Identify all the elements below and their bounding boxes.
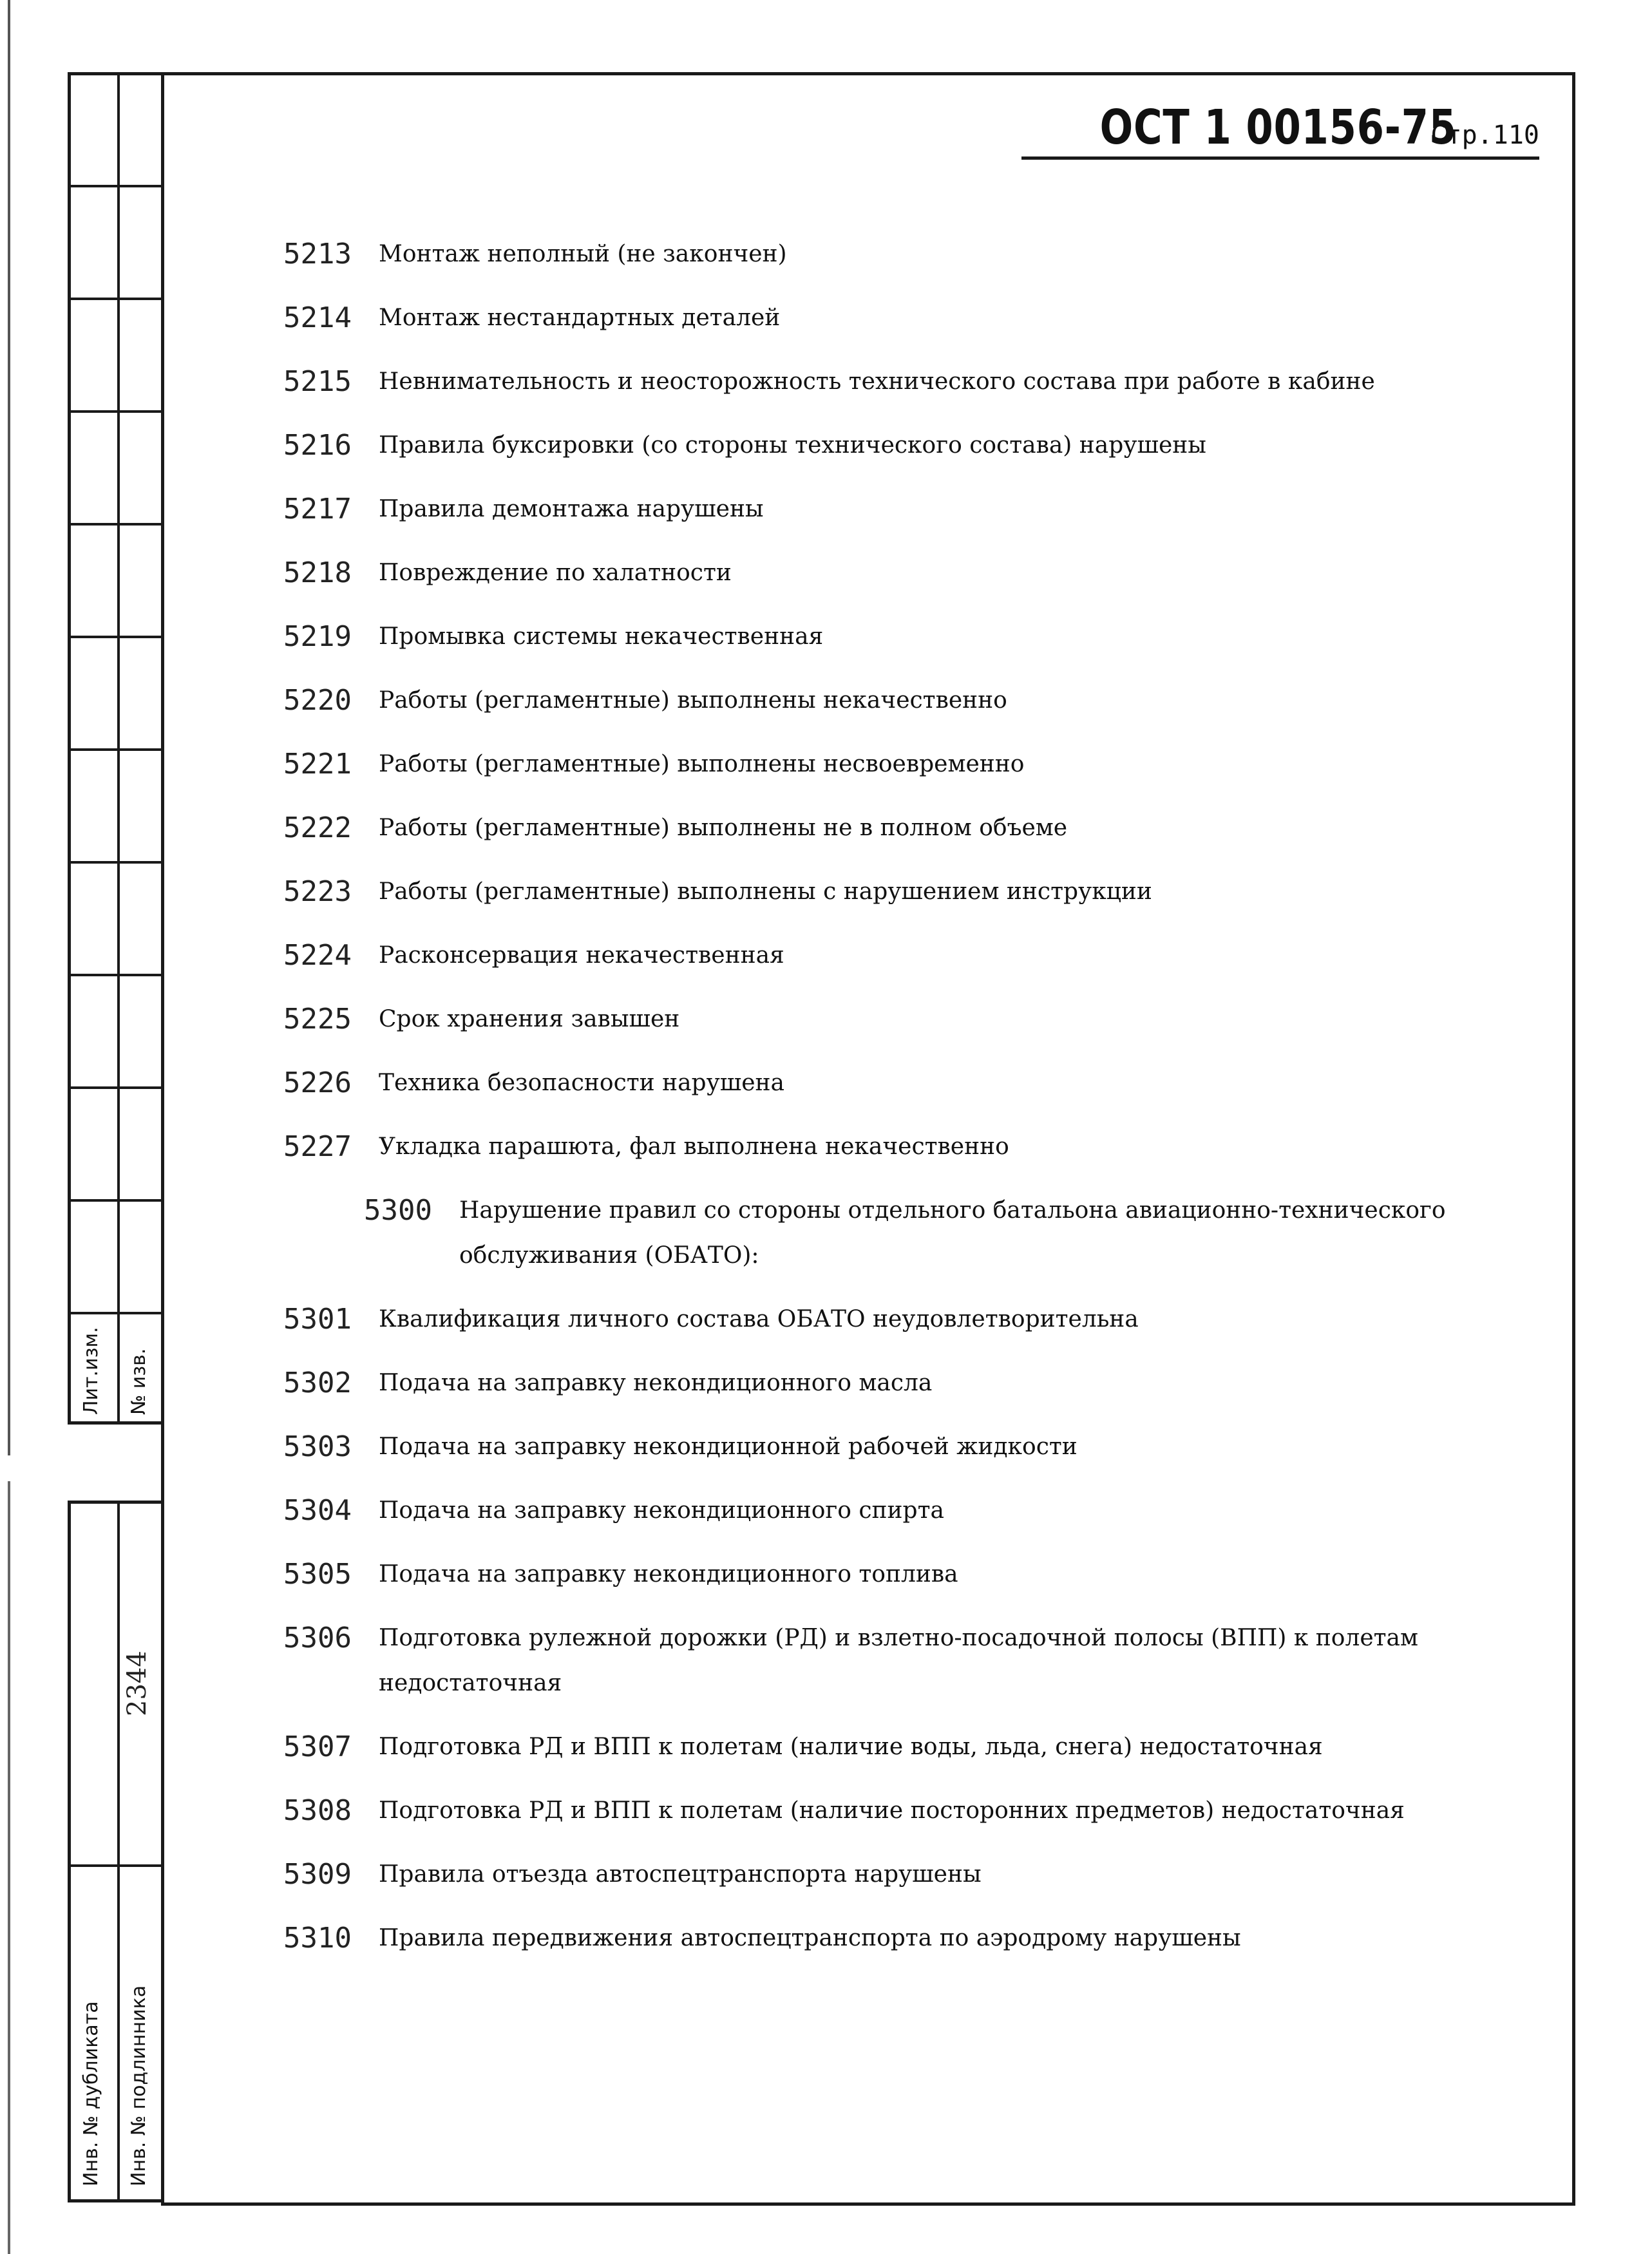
entry-code: 5301 bbox=[283, 1303, 352, 1336]
entry-text: Техника безопасности нарушена bbox=[379, 1070, 785, 1096]
entry-text: Невнимательность и неосторожность технического состава при работе в кабине bbox=[379, 368, 1375, 395]
entry-code: 5216 bbox=[283, 429, 352, 462]
entry-text: Правила отъезда автоспецтранспорта нарушены bbox=[379, 1861, 982, 1888]
list-item bbox=[283, 1616, 1507, 1706]
list-item bbox=[283, 1061, 1507, 1106]
entry-code: 5308 bbox=[283, 1794, 352, 1827]
list-item bbox=[283, 742, 1507, 787]
entry-code: 5306 bbox=[283, 1622, 352, 1654]
entry-code: 5305 bbox=[283, 1558, 352, 1591]
entry-code: 5214 bbox=[283, 301, 352, 334]
entry-text: Нарушение правил со стороны отдельного батальона авиационно-технического обслуживания (ОБАТО): bbox=[459, 1197, 1446, 1269]
entry-code: 5309 bbox=[283, 1858, 352, 1891]
inventory-number: 2344 bbox=[122, 1651, 152, 1716]
list-item bbox=[283, 806, 1507, 851]
list-item bbox=[283, 997, 1507, 1042]
entry-code: 5225 bbox=[283, 1003, 352, 1036]
list-item bbox=[283, 296, 1507, 341]
document-header bbox=[1021, 100, 1539, 160]
list-item bbox=[283, 1297, 1507, 1342]
list-item bbox=[283, 1124, 1507, 1170]
list-item bbox=[283, 1552, 1507, 1597]
list-item bbox=[283, 487, 1507, 532]
list-item bbox=[283, 1425, 1507, 1470]
list-item bbox=[283, 869, 1507, 914]
inv-dublikata-label: Инв. № дубликата bbox=[80, 2001, 102, 2186]
entry-code: 5227 bbox=[283, 1130, 352, 1163]
entry-text: Подача на заправку некондиционного спирта bbox=[379, 1497, 944, 1524]
entry-text: Правила передвижения автоспецтранспорта по аэродрому нарушены bbox=[379, 1925, 1241, 1951]
entry-code: 5307 bbox=[283, 1730, 352, 1763]
entry-code: 5300 bbox=[364, 1194, 432, 1227]
entry-text: Работы (регламентные) выполнены несвоевременно bbox=[379, 751, 1025, 777]
entry-text: Расконсервация некачественная bbox=[379, 942, 784, 969]
list-item bbox=[283, 678, 1507, 723]
entry-code: 5217 bbox=[283, 493, 352, 526]
list-item bbox=[283, 551, 1507, 596]
list-item bbox=[283, 1361, 1507, 1406]
list-item bbox=[283, 1852, 1507, 1897]
lit-izm-label: Лит.изм. bbox=[80, 1327, 102, 1415]
list-item bbox=[283, 359, 1507, 404]
section-heading bbox=[364, 1188, 1507, 1278]
list-item bbox=[283, 614, 1507, 659]
entry-code: 5302 bbox=[283, 1367, 352, 1399]
classifier-entries bbox=[283, 232, 1507, 1980]
inv-podlinnika-label: Инв. № подлинника bbox=[128, 1985, 150, 2186]
list-item bbox=[283, 1916, 1507, 1961]
entry-text: Работы (регламентные) выполнены некачественно bbox=[379, 687, 1007, 714]
entry-text: Подготовка РД и ВПП к полетам (наличие воды, льда, снега) недостаточная bbox=[379, 1734, 1323, 1760]
entry-text: Срок хранения завышен bbox=[379, 1006, 680, 1032]
entry-code: 5219 bbox=[283, 620, 352, 653]
revision-strip bbox=[68, 72, 164, 1425]
list-item bbox=[283, 1725, 1507, 1770]
list-item bbox=[283, 232, 1507, 277]
entry-text: Подача на заправку некондиционной рабочей жидкости bbox=[379, 1434, 1078, 1460]
entry-text: Правила буксировки (со стороны технического состава) нарушены bbox=[379, 432, 1206, 459]
entry-text: Подготовка рулежной дорожки (РД) и взлетно-посадочной полосы (ВПП) к полетам недостаточная bbox=[379, 1625, 1419, 1696]
entry-code: 5221 bbox=[283, 748, 352, 781]
entry-text: Квалификация личного состава ОБАТО неудовлетворительна bbox=[379, 1306, 1139, 1332]
inventory-strip bbox=[68, 1501, 164, 2202]
standard-code: ОСТ 1 00156-75 bbox=[1099, 100, 1457, 155]
entry-text: Работы (регламентные) выполнены с нарушением инструкции bbox=[379, 878, 1152, 905]
entry-text: Монтаж нестандартных деталей bbox=[379, 305, 781, 331]
entry-code: 5303 bbox=[283, 1430, 352, 1463]
entry-text: Укладка парашюта, фал выполнена некачественно bbox=[379, 1133, 1009, 1160]
entry-text: Правила демонтажа нарушены bbox=[379, 496, 764, 522]
entry-code: 5218 bbox=[283, 556, 352, 589]
scan-edge bbox=[8, 1481, 10, 2254]
entry-text: Подача на заправку некондиционного топлива bbox=[379, 1561, 958, 1587]
entry-text: Подача на заправку некондиционного масла bbox=[379, 1370, 933, 1396]
list-item bbox=[283, 1788, 1507, 1833]
entry-code: 5213 bbox=[283, 238, 352, 270]
entry-text: Работы (регламентные) выполнены не в полном объеме bbox=[379, 815, 1068, 841]
entry-text: Подготовка РД и ВПП к полетам (наличие посторонних предметов) недостаточная bbox=[379, 1797, 1405, 1824]
entry-code: 5224 bbox=[283, 939, 352, 972]
scan-edge bbox=[8, 0, 10, 1455]
entry-code: 5304 bbox=[283, 1494, 352, 1527]
list-item bbox=[283, 1488, 1507, 1533]
entry-code: 5220 bbox=[283, 684, 352, 717]
entry-code: 5223 bbox=[283, 875, 352, 908]
list-item bbox=[283, 423, 1507, 468]
entry-text: Монтаж неполный (не закончен) bbox=[379, 241, 787, 267]
entry-code: 5222 bbox=[283, 811, 352, 844]
no-izv-label: № изв. bbox=[128, 1348, 150, 1415]
entry-text: Промывка системы некачественная bbox=[379, 623, 824, 650]
entry-code: 5310 bbox=[283, 1922, 352, 1955]
page-number: Стр.110 bbox=[1430, 120, 1539, 150]
entry-code: 5226 bbox=[283, 1066, 352, 1099]
entry-text: Повреждение по халатности bbox=[379, 560, 732, 586]
entry-code: 5215 bbox=[283, 365, 352, 398]
list-item bbox=[283, 933, 1507, 978]
